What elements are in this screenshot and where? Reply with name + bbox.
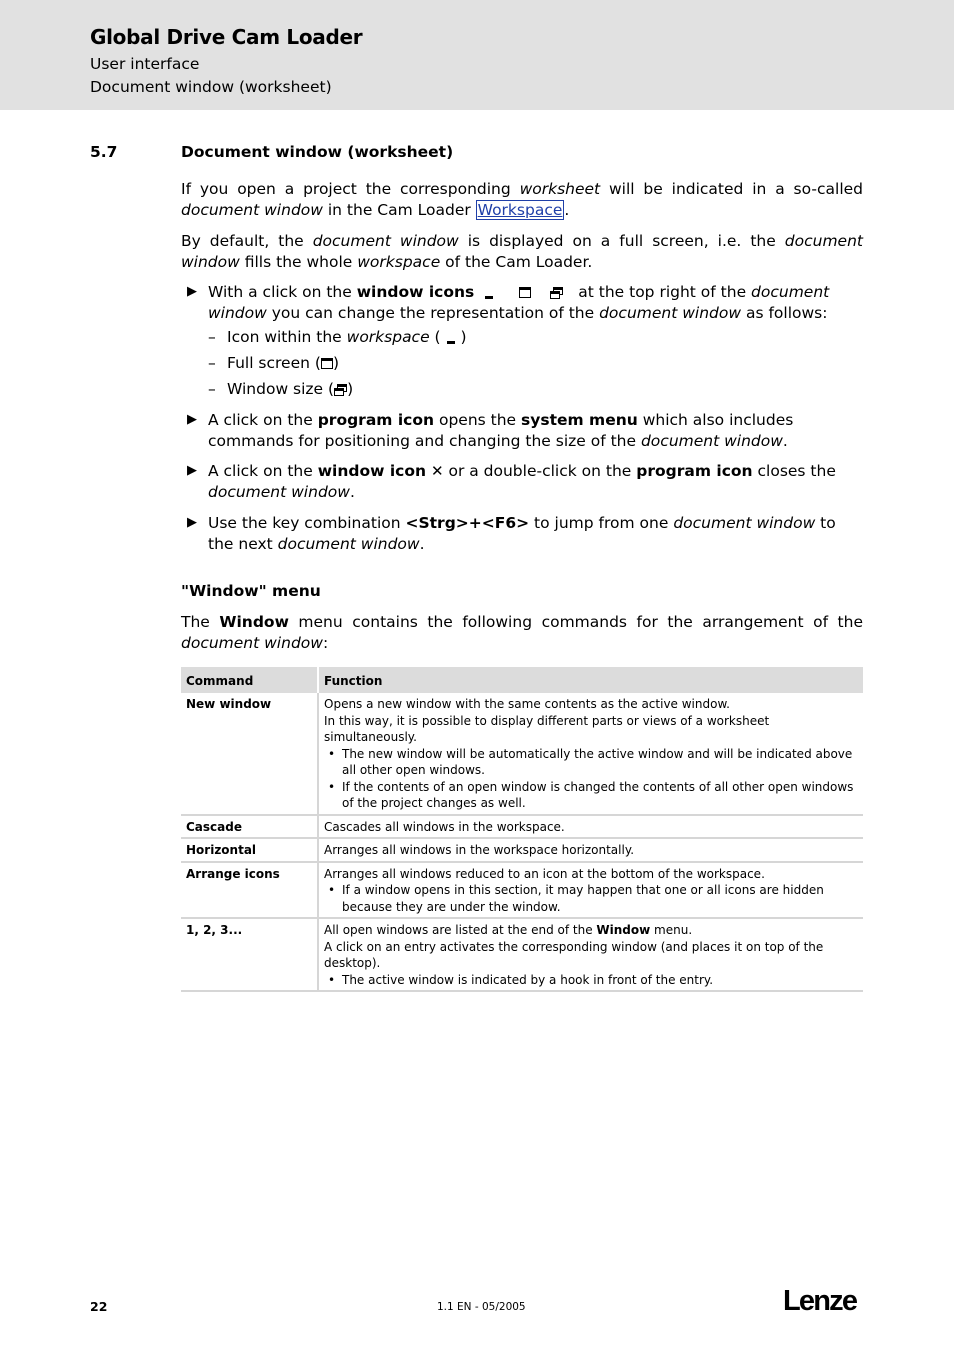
function-line: A click on an entry activates the corresponding window (and places it on top of the desktop). (324, 939, 824, 970)
text: document window (208, 483, 350, 501)
window-menu-intro (181, 612, 863, 654)
text: document window (181, 232, 863, 271)
bullet-arrow-icon: ▶ (187, 463, 197, 478)
text: ) (460, 328, 467, 346)
column-header: Function (318, 667, 863, 693)
text: in the Cam Loader (322, 201, 476, 219)
text: Icon within the (227, 328, 347, 346)
text: of the Cam Loader. (440, 253, 593, 271)
text: document window (277, 535, 420, 553)
function-line: In this way, it is possible to display different parts or views of a worksheet simultaneously. (324, 713, 770, 744)
bullet-window-icons (208, 282, 863, 324)
maximize-icon (519, 287, 531, 298)
table-row (181, 918, 863, 991)
text: Window (219, 613, 289, 631)
text: document window (640, 432, 783, 450)
text: workspace (346, 328, 430, 346)
command-cell: Cascade (181, 815, 318, 839)
sub-item-fullscreen (208, 354, 339, 372)
command-cell: Arrange icons (181, 862, 318, 919)
text: Window size ( (227, 380, 335, 398)
function-line: Opens a new window with the same contents as the active window. (324, 697, 730, 711)
version-label: 1.1 EN - 05/2005 (437, 1301, 526, 1313)
text: workspace (357, 253, 441, 271)
table-row (181, 838, 863, 862)
table-row (181, 693, 863, 815)
text: : (322, 634, 329, 652)
workspace-link[interactable]: Workspace (477, 201, 563, 219)
dash: – (208, 354, 216, 372)
text: program icon (317, 411, 435, 429)
restore-icon (334, 384, 347, 396)
text: document window (599, 304, 742, 322)
text: to the next (208, 514, 836, 553)
page-header (0, 0, 954, 110)
command-cell: 1, 2, 3... (181, 918, 318, 991)
text: By default, the (181, 232, 313, 250)
text: . (782, 432, 788, 450)
function-cell (318, 862, 863, 919)
text: closes the (752, 462, 836, 480)
text: If you open a project the corresponding (181, 180, 520, 198)
function-line: Cascades all windows in the workspace. (324, 819, 565, 834)
page-number: 22 (90, 1299, 108, 1314)
minimize-icon (484, 286, 494, 300)
text: . (564, 201, 570, 219)
text: system menu (521, 411, 638, 429)
text: window icon (317, 462, 427, 480)
text: or a double-click on the (443, 462, 637, 480)
header-chapter: User interface (90, 55, 200, 73)
text: Full screen ( (227, 354, 321, 372)
window-menu-table (181, 667, 863, 992)
section-title: Document window (worksheet) (181, 143, 454, 161)
bullet-close (208, 461, 863, 503)
text: ) (347, 380, 354, 398)
bullet-key-combination (208, 513, 863, 555)
text: document window (312, 232, 459, 250)
text: at the top right of the (573, 283, 752, 301)
text: The (181, 613, 220, 631)
function-cell (318, 693, 863, 815)
text: menu. (650, 923, 693, 937)
function-cell (318, 838, 863, 862)
text: <Strg>+<F6> (405, 514, 530, 532)
text: document window (181, 634, 323, 652)
text: to jump from one (529, 514, 674, 532)
table-row (181, 862, 863, 919)
function-line (324, 922, 858, 939)
bullet-list (324, 746, 858, 812)
text: Use the key combination (208, 514, 406, 532)
text: . (349, 483, 355, 501)
text: With a click on the (208, 283, 357, 301)
text: is displayed on a full screen, i.e. the (458, 232, 785, 250)
function-cell (318, 918, 863, 991)
restore-icon (550, 287, 563, 299)
text: fills the whole (239, 253, 358, 271)
text: window icons (356, 283, 475, 301)
default-paragraph (181, 231, 863, 273)
document-title: Global Drive Cam Loader (90, 25, 363, 49)
text: worksheet (519, 180, 601, 198)
text: which also includes commands for positioning and changing the size of the (208, 411, 794, 450)
text: A click on the (208, 411, 318, 429)
section-number: 5.7 (90, 143, 118, 161)
window-menu-heading: "Window" menu (181, 582, 321, 600)
table-row (181, 815, 863, 839)
function-line: Arranges all windows reduced to an icon at the bottom of the workspace. (324, 866, 765, 881)
text: . (419, 535, 425, 553)
bullet-arrow-icon: ▶ (187, 412, 197, 427)
text: menu contains the following commands for the arrangement of the (288, 613, 863, 631)
text: document window (208, 283, 830, 322)
function-line: Arranges all windows in the workspace horizontally. (324, 843, 635, 857)
intro-paragraph (181, 179, 863, 221)
table-header-row (181, 667, 863, 693)
bullet-arrow-icon: ▶ (187, 515, 197, 530)
lenze-logo: Lenze (783, 1285, 857, 1317)
list-item: • If a window opens in this section, it may happen that one or all icons are hidden because they are under the window. (342, 882, 858, 915)
text: opens the (434, 411, 522, 429)
text: All open windows are listed at the end of the (324, 923, 597, 937)
dash: – (208, 328, 216, 346)
sub-item-icon (208, 328, 467, 346)
bullet-list (324, 882, 858, 915)
column-header: Command (181, 667, 318, 693)
close-icon: ✕ (430, 462, 444, 480)
bullet-list (324, 972, 858, 989)
text: Window (596, 923, 651, 937)
text: as follows: (741, 304, 828, 322)
text: you can change the representation of the (266, 304, 600, 322)
header-section: Document window (worksheet) (90, 78, 332, 96)
maximize-icon (321, 358, 333, 369)
bullet-program-icon (208, 410, 863, 452)
sub-item-window-size (208, 380, 353, 398)
command-cell: New window (181, 693, 318, 815)
text: document window (181, 201, 323, 219)
text: will be indicated in a so-called (600, 180, 863, 198)
text: A click on the (208, 462, 318, 480)
text: document window (673, 514, 816, 532)
text: ( (429, 328, 441, 346)
list-item: • The active window is indicated by a hook in front of the entry. (342, 972, 858, 989)
function-cell (318, 815, 863, 839)
text: ) (332, 354, 339, 372)
dash: – (208, 380, 216, 398)
list-item: • If the contents of an open window is changed the contents of all other open windows of the project changes as well. (342, 779, 858, 812)
text: program icon (636, 462, 753, 480)
bullet-arrow-icon: ▶ (187, 284, 197, 299)
minimize-icon (446, 331, 456, 345)
list-item: • The new window will be automatically the active window and will be indicated above all other open windows. (342, 746, 858, 779)
command-cell: Horizontal (181, 838, 318, 862)
